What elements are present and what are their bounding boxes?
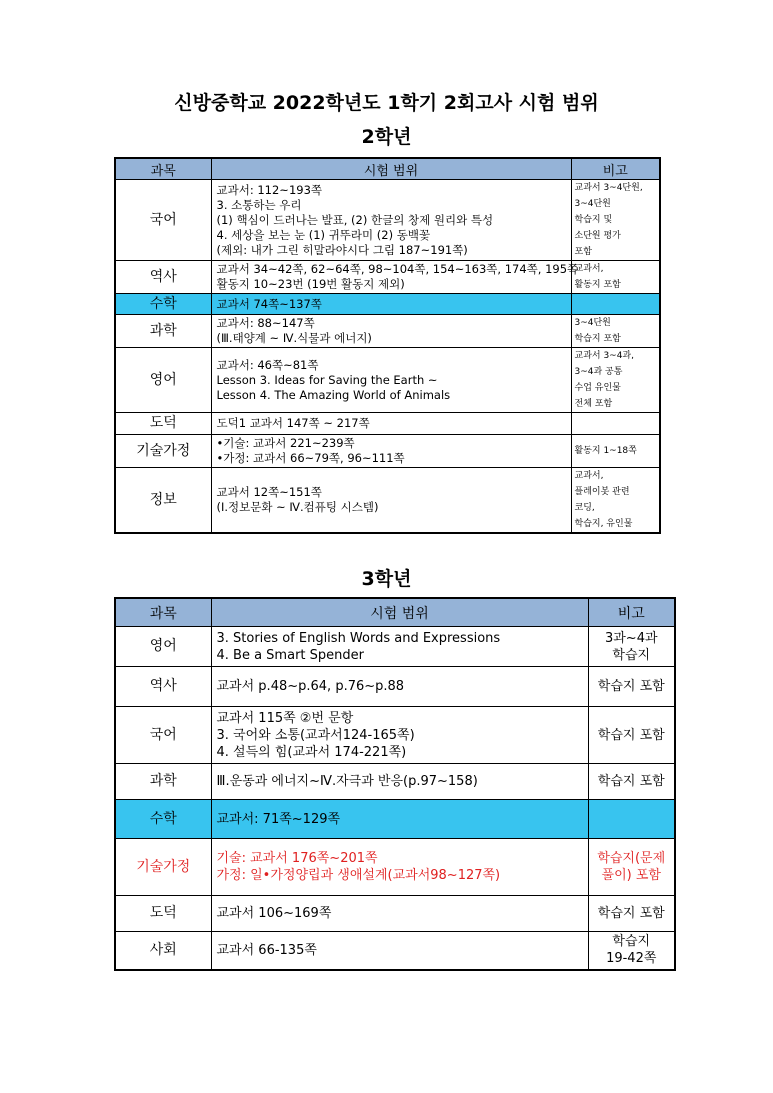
subject-cell: 정보 xyxy=(115,468,211,534)
note-cell xyxy=(588,800,675,839)
range-line: 교과서: 112~193쪽 xyxy=(216,182,323,197)
grade3-heading: 3학년 xyxy=(361,568,412,590)
range-line: (Ⅲ.태양계 ~ Ⅳ.식물과 에너지) xyxy=(216,331,372,345)
note-line: 교과서 3~4과, xyxy=(574,351,634,361)
subject-cell: 역사 xyxy=(115,667,211,707)
range-line: (1) 핵심이 드러나는 발표, (2) 한글의 창제 원리와 특성 xyxy=(216,212,494,227)
subject-cell: 과학 xyxy=(115,764,211,800)
range-line: 3. 소통하는 우리 xyxy=(216,197,302,212)
subject-cell: 기술가정 xyxy=(115,435,211,468)
note-line: 학습지 xyxy=(612,934,651,950)
range-line: 4. 설득의 힘(교과서 174-221쪽) xyxy=(216,744,407,760)
range-line: Ⅲ.운동과 에너지~Ⅳ.자극과 반응(p.97~158) xyxy=(216,774,478,789)
subject-cell: 국어 xyxy=(115,180,211,261)
note-line: 3과~4과 xyxy=(604,630,658,646)
table-row xyxy=(115,896,675,932)
table-row xyxy=(115,348,660,413)
subject-cell: 수학 xyxy=(115,294,211,315)
note-line: 교과서, xyxy=(574,471,604,481)
note-line: 포함 xyxy=(574,247,592,257)
header-note: 비고 xyxy=(571,158,660,180)
range-cell xyxy=(211,315,571,348)
range-line: 교과서: 71쪽~129쪽 xyxy=(216,811,341,827)
range-line: 3. 국어와 소통(교과서124-165쪽) xyxy=(216,727,415,743)
table-row xyxy=(115,707,675,764)
table-row xyxy=(115,435,660,468)
range-cell xyxy=(211,896,588,932)
table-row xyxy=(115,667,675,707)
range-line: 도덕1 교과서 147쪽 ~ 217쪽 xyxy=(216,416,370,430)
range-cell xyxy=(211,180,571,261)
range-cell xyxy=(211,294,571,315)
range-line: •기술: 교과서 221~239쪽 xyxy=(216,436,355,450)
note-cell xyxy=(571,294,660,315)
note-cell xyxy=(588,896,675,932)
note-line: 학습지, 유인물 xyxy=(574,519,633,529)
header-range: 시험 범위 xyxy=(211,598,588,627)
range-line: 교과서 74쪽~137쪽 xyxy=(216,296,322,311)
table-row xyxy=(115,180,660,261)
range-line: •가정: 교과서 66~79쪽, 96~111쪽 xyxy=(216,451,405,465)
range-line: Lesson 3. Ideas for Saving the Earth ~ xyxy=(216,372,438,387)
range-cell xyxy=(211,764,588,800)
range-line: 4. Be a Smart Spender xyxy=(216,647,364,663)
range-line: 기술: 교과서 176쪽~201쪽 xyxy=(216,851,378,866)
range-line: 3. Stories of English Words and Expressions xyxy=(216,630,501,646)
range-cell xyxy=(211,932,588,970)
table-row xyxy=(115,932,675,970)
note-cell xyxy=(571,435,660,468)
subject-cell: 영어 xyxy=(115,348,211,413)
grade2-table xyxy=(114,157,661,534)
range-cell xyxy=(211,627,588,667)
table-row xyxy=(115,315,660,348)
range-line: 가정: 일•가정양립과 생애설계(교과서98~127쪽) xyxy=(216,868,501,883)
header-range: 시험 범위 xyxy=(211,158,571,180)
grade2-heading: 2학년 xyxy=(361,126,412,148)
note-line: 교과서 3~4단원, xyxy=(574,183,643,193)
range-line: 교과서 115쪽 ②번 문항 xyxy=(216,710,354,726)
range-cell xyxy=(211,800,588,839)
table-header-row xyxy=(115,598,675,627)
note-line: 학습지 포함 xyxy=(597,679,665,694)
range-line: (Ⅰ.정보문화 ~ Ⅳ.컴퓨팅 시스템) xyxy=(216,500,379,514)
note-line: 3~4단원 xyxy=(574,199,611,209)
range-line: 활동지 10~23번 (19번 활동지 제외) xyxy=(216,277,405,291)
range-cell xyxy=(211,707,588,764)
note-cell xyxy=(571,261,660,294)
note-cell xyxy=(588,707,675,764)
note-line: 플레이봇 관련 xyxy=(574,487,630,497)
range-line: 교과서 p.48~p.64, p.76~p.88 xyxy=(216,679,405,694)
note-line: 학습지(문제 xyxy=(597,851,666,866)
note-cell xyxy=(588,764,675,800)
range-line: 4. 세상을 보는 눈 (1) 귀뚜라미 (2) 동백꽃 xyxy=(216,227,431,242)
note-line: 활동지 포함 xyxy=(574,280,621,290)
header-subject: 과목 xyxy=(115,158,211,180)
subject-cell: 과학 xyxy=(115,315,211,348)
range-line: Lesson 4. The Amazing World of Animals xyxy=(216,387,451,402)
table-row xyxy=(115,261,660,294)
table-row xyxy=(115,764,675,800)
note-cell xyxy=(571,315,660,348)
range-line: 교과서 12쪽~151쪽 xyxy=(216,485,322,499)
range-cell xyxy=(211,468,571,534)
note-line: 3~4과 공통 xyxy=(574,367,623,377)
note-line: 학습지 및 xyxy=(574,215,613,225)
table-header-row xyxy=(115,158,660,180)
table-row xyxy=(115,839,675,896)
range-line: (제외: 내가 그린 히말라야시다 그림 187~191쪽) xyxy=(216,242,468,257)
note-cell xyxy=(588,839,675,896)
subject-cell: 국어 xyxy=(115,707,211,764)
table-row xyxy=(115,294,660,315)
note-line: 3~4단원 xyxy=(574,318,611,328)
subject-cell: 도덕 xyxy=(115,896,211,932)
note-cell xyxy=(588,627,675,667)
note-line: 학습지 포함 xyxy=(597,727,665,743)
subject-cell: 사회 xyxy=(115,932,211,970)
note-line: 학습지 포함 xyxy=(574,334,621,344)
note-line: 수업 유인물 xyxy=(574,383,621,393)
note-cell xyxy=(588,667,675,707)
range-cell xyxy=(211,435,571,468)
note-line: 전체 포함 xyxy=(574,399,613,409)
note-line: 소단원 평가 xyxy=(574,231,621,241)
note-line: 풀이) 포함 xyxy=(601,868,661,883)
range-cell xyxy=(211,839,588,896)
range-cell xyxy=(211,413,571,435)
table-row xyxy=(115,627,675,667)
note-line: 교과서, xyxy=(574,264,604,274)
subject-cell: 역사 xyxy=(115,261,211,294)
table-row xyxy=(115,800,675,839)
header-subject: 과목 xyxy=(115,598,211,627)
range-line: 교과서: 46쪽~81쪽 xyxy=(216,357,319,372)
grade3-table xyxy=(114,597,676,971)
table-row xyxy=(115,468,660,534)
note-line: 학습지 포함 xyxy=(597,774,665,789)
range-line: 교과서 66-135쪽 xyxy=(216,942,317,958)
range-cell xyxy=(211,348,571,413)
subject-cell: 기술가정 xyxy=(115,839,211,896)
note-cell xyxy=(571,348,660,413)
range-cell xyxy=(211,261,579,294)
subject-cell: 영어 xyxy=(115,627,211,667)
subject-cell: 수학 xyxy=(115,800,211,839)
note-line: 활동지 1~18쪽 xyxy=(574,446,637,456)
page-title: 신방중학교 2022학년도 1학기 2회고사 시험 범위 xyxy=(174,92,599,114)
note-cell xyxy=(571,468,660,534)
range-cell xyxy=(211,667,588,707)
table-row xyxy=(115,413,660,435)
note-cell xyxy=(571,413,660,435)
note-line: 코딩, xyxy=(574,503,595,513)
note-line: 19-42쪽 xyxy=(606,951,657,967)
note-line: 학습지 포함 xyxy=(597,906,665,921)
header-note: 비고 xyxy=(588,598,675,627)
range-line: 교과서: 88~147쪽 xyxy=(216,316,315,330)
subject-cell: 도덕 xyxy=(115,413,211,435)
note-cell xyxy=(571,180,660,261)
note-cell xyxy=(588,932,675,970)
range-line: 교과서 34~42쪽, 62~64쪽, 98~104쪽, 154~163쪽, 174쪽, 195쪽 xyxy=(216,262,579,276)
note-line: 학습지 xyxy=(612,647,651,663)
range-line: 교과서 106~169쪽 xyxy=(216,906,332,921)
